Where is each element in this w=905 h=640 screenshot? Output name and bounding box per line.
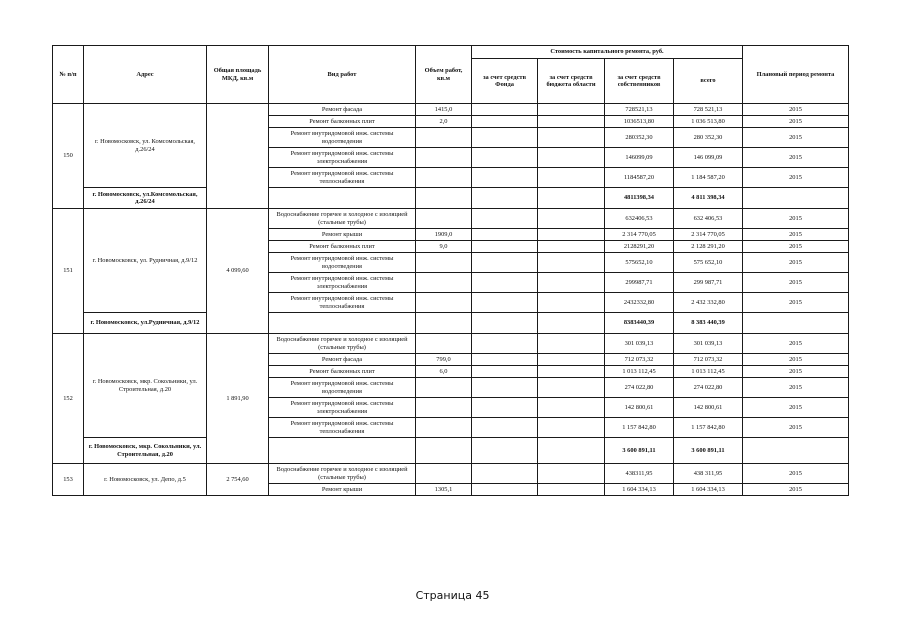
area-cell	[207, 104, 269, 209]
volume-cell	[416, 128, 472, 148]
area-cell: 2 754,60	[207, 464, 269, 496]
empty-cell	[269, 188, 416, 209]
row-number: 150	[53, 104, 84, 209]
empty-cell	[416, 438, 472, 464]
region-budget-cell	[538, 418, 605, 438]
empty-cell	[538, 313, 605, 334]
region-budget-cell	[538, 104, 605, 116]
capital-repair-table	[52, 45, 849, 496]
volume-cell	[416, 418, 472, 438]
fund-cell	[472, 354, 538, 366]
empty-cell	[743, 313, 849, 334]
row-number: 152	[53, 334, 84, 464]
subtotal-total: 8 383 440,39	[674, 313, 743, 334]
row-number: 151	[53, 209, 84, 334]
empty-cell	[743, 438, 849, 464]
total-cell: 1 184 587,20	[674, 168, 743, 188]
region-budget-cell	[538, 128, 605, 148]
header-total: всего	[674, 59, 743, 104]
period-cell: 2015	[743, 334, 849, 354]
volume-cell: 2,0	[416, 116, 472, 128]
fund-cell	[472, 484, 538, 496]
volume-cell	[416, 253, 472, 273]
header-volume: Объем работ, кв.м	[416, 46, 472, 104]
owners-funds-cell: 2128291,20	[605, 241, 674, 253]
region-budget-cell	[538, 354, 605, 366]
empty-cell	[416, 188, 472, 209]
volume-cell	[416, 398, 472, 418]
subtotal-owners: 4811398,34	[605, 188, 674, 209]
fund-cell	[472, 148, 538, 168]
period-cell: 2015	[743, 229, 849, 241]
region-budget-cell	[538, 378, 605, 398]
owners-funds-cell: 280352,30	[605, 128, 674, 148]
period-cell: 2015	[743, 484, 849, 496]
volume-cell: 9,0	[416, 241, 472, 253]
fund-cell	[472, 229, 538, 241]
fund-cell	[472, 398, 538, 418]
region-budget-cell	[538, 229, 605, 241]
total-cell: 575 652,10	[674, 253, 743, 273]
fund-cell	[472, 418, 538, 438]
volume-cell	[416, 378, 472, 398]
owners-funds-cell: 728521,13	[605, 104, 674, 116]
region-budget-cell	[538, 366, 605, 378]
period-cell: 2015	[743, 418, 849, 438]
fund-cell	[472, 128, 538, 148]
owners-funds-cell: 575652,10	[605, 253, 674, 273]
region-budget-cell	[538, 148, 605, 168]
fund-cell	[472, 168, 538, 188]
fund-cell	[472, 104, 538, 116]
work-type-cell: Ремонт крыши	[269, 229, 416, 241]
volume-cell: 1415,0	[416, 104, 472, 116]
region-budget-cell	[538, 116, 605, 128]
fund-cell	[472, 366, 538, 378]
region-budget-cell	[538, 398, 605, 418]
empty-cell	[472, 313, 538, 334]
work-type-cell: Ремонт внутридомовой инж. системы водоотведения	[269, 253, 416, 273]
work-type-cell: Ремонт внутридомовой инж. системы теплоснабжения	[269, 168, 416, 188]
fund-cell	[472, 334, 538, 354]
empty-cell	[416, 313, 472, 334]
subtotal-row	[53, 438, 849, 464]
work-type-cell: Ремонт фасада	[269, 354, 416, 366]
fund-cell	[472, 116, 538, 128]
subtotal-address: г. Новомосковск, мкр. Сокольники, ул. Строительная, д.20	[84, 438, 207, 464]
total-cell: 2 432 332,80	[674, 293, 743, 313]
period-cell: 2015	[743, 116, 849, 128]
owners-funds-cell: 299987,71	[605, 273, 674, 293]
address-cell: г. Новомосковск, ул. Депо, д.5	[84, 464, 207, 496]
empty-cell	[538, 438, 605, 464]
work-type-cell: Ремонт балконных плит	[269, 241, 416, 253]
table-body	[53, 104, 849, 496]
fund-cell	[472, 273, 538, 293]
owners-funds-cell: 142 800,61	[605, 398, 674, 418]
owners-funds-cell: 712 073,32	[605, 354, 674, 366]
total-cell: 1 157 842,80	[674, 418, 743, 438]
volume-cell: 6,0	[416, 366, 472, 378]
owners-funds-cell: 1184587,20	[605, 168, 674, 188]
page-number: Страница 45	[415, 589, 490, 602]
total-cell: 438 311,95	[674, 464, 743, 484]
volume-cell: 1305,1	[416, 484, 472, 496]
period-cell: 2015	[743, 398, 849, 418]
work-type-cell: Водоснабжение горячее и холодное с изоляцией (стальные трубы)	[269, 334, 416, 354]
owners-funds-cell: 1 013 112,45	[605, 366, 674, 378]
period-cell: 2015	[743, 168, 849, 188]
owners-funds-cell: 1 157 842,80	[605, 418, 674, 438]
owners-funds-cell: 2432332,80	[605, 293, 674, 313]
header-owners: за счет средств собственников	[605, 59, 674, 104]
work-type-cell: Ремонт внутридомовой инж. системы водоотведения	[269, 128, 416, 148]
total-cell: 274 022,80	[674, 378, 743, 398]
total-cell: 301 039,13	[674, 334, 743, 354]
header-period: Плановый период ремонта	[743, 46, 849, 104]
period-cell: 2015	[743, 241, 849, 253]
fund-cell	[472, 378, 538, 398]
owners-funds-cell: 146099,09	[605, 148, 674, 168]
total-cell: 142 800,61	[674, 398, 743, 418]
area-cell: 1 891,90	[207, 334, 269, 464]
region-budget-cell	[538, 273, 605, 293]
fund-cell	[472, 253, 538, 273]
subtotal-owners: 8383440,39	[605, 313, 674, 334]
total-cell: 1 013 112,45	[674, 366, 743, 378]
period-cell: 2015	[743, 273, 849, 293]
table-row	[53, 104, 849, 116]
volume-cell: 1909,0	[416, 229, 472, 241]
header-work: Вид работ	[269, 46, 416, 104]
work-type-cell: Ремонт внутридомовой инж. системы электроснабжения	[269, 148, 416, 168]
work-type-cell: Ремонт внутридомовой инж. системы теплоснабжения	[269, 293, 416, 313]
total-cell: 1 604 334,13	[674, 484, 743, 496]
work-type-cell: Ремонт крыши	[269, 484, 416, 496]
empty-cell	[472, 438, 538, 464]
period-cell: 2015	[743, 378, 849, 398]
empty-cell	[269, 438, 416, 464]
subtotal-total: 3 600 891,11	[674, 438, 743, 464]
volume-cell	[416, 273, 472, 293]
address-cell: г. Новомосковск, ул. Комсомольская, д.26/24	[84, 104, 207, 188]
table-row	[53, 209, 849, 229]
row-number: 153	[53, 464, 84, 496]
header-area: Общая площадь МКД, кв.м	[207, 46, 269, 104]
header-address: Адрес	[84, 46, 207, 104]
period-cell: 2015	[743, 253, 849, 273]
work-type-cell: Ремонт фасада	[269, 104, 416, 116]
fund-cell	[472, 464, 538, 484]
table-row	[53, 464, 849, 484]
period-cell: 2015	[743, 209, 849, 229]
region-budget-cell	[538, 464, 605, 484]
work-type-cell: Ремонт внутридомовой инж. системы теплоснабжения	[269, 418, 416, 438]
work-type-cell: Ремонт балконных плит	[269, 366, 416, 378]
owners-funds-cell: 274 022,80	[605, 378, 674, 398]
total-cell: 632 406,53	[674, 209, 743, 229]
header-region: за счет средств бюджета области	[538, 59, 605, 104]
work-type-cell: Ремонт внутридомовой инж. системы электроснабжения	[269, 273, 416, 293]
region-budget-cell	[538, 168, 605, 188]
total-cell: 1 036 513,80	[674, 116, 743, 128]
owners-funds-cell: 438311,95	[605, 464, 674, 484]
subtotal-address: г. Новомосковск, ул.Комсомольская, д.26/24	[84, 188, 207, 209]
area-cell: 4 099,60	[207, 209, 269, 334]
total-cell: 280 352,30	[674, 128, 743, 148]
volume-cell	[416, 209, 472, 229]
empty-cell	[269, 313, 416, 334]
work-type-cell: Ремонт балконных плит	[269, 116, 416, 128]
period-cell: 2015	[743, 464, 849, 484]
subtotal-address: г. Новомосковск, ул.Рудничная, д.9/12	[84, 313, 207, 334]
work-type-cell: Ремонт внутридомовой инж. системы водоотведения	[269, 378, 416, 398]
header-cost-group: Стоимость капитального ремонта, руб.	[472, 46, 743, 59]
empty-cell	[472, 188, 538, 209]
volume-cell	[416, 293, 472, 313]
volume-cell	[416, 168, 472, 188]
fund-cell	[472, 293, 538, 313]
empty-cell	[743, 188, 849, 209]
work-type-cell: Ремонт внутридомовой инж. системы электроснабжения	[269, 398, 416, 418]
fund-cell	[472, 209, 538, 229]
work-type-cell: Водоснабжение горячее и холодное с изоляцией (стальные трубы)	[269, 464, 416, 484]
region-budget-cell	[538, 484, 605, 496]
fund-cell	[472, 241, 538, 253]
owners-funds-cell: 1 604 334,13	[605, 484, 674, 496]
address-cell: г. Новомосковск, ул. Рудничная, д.9/12	[84, 209, 207, 313]
total-cell: 299 987,71	[674, 273, 743, 293]
address-cell: г. Новомосковск, мкр. Сокольники, ул. Строительная, д.20	[84, 334, 207, 438]
volume-cell: 799,0	[416, 354, 472, 366]
work-type-cell: Водоснабжение горячее и холодное с изоляцией (стальные трубы)	[269, 209, 416, 229]
total-cell: 2 128 291,20	[674, 241, 743, 253]
owners-funds-cell: 2 314 770,05	[605, 229, 674, 241]
table-row	[53, 334, 849, 354]
owners-funds-cell: 301 039,13	[605, 334, 674, 354]
region-budget-cell	[538, 253, 605, 273]
period-cell: 2015	[743, 366, 849, 378]
period-cell: 2015	[743, 354, 849, 366]
subtotal-owners: 3 600 891,11	[605, 438, 674, 464]
total-cell: 728 521,13	[674, 104, 743, 116]
volume-cell	[416, 148, 472, 168]
subtotal-row	[53, 188, 849, 209]
period-cell: 2015	[743, 293, 849, 313]
period-cell: 2015	[743, 128, 849, 148]
volume-cell	[416, 464, 472, 484]
owners-funds-cell: 632406,53	[605, 209, 674, 229]
total-cell: 2 314 770,05	[674, 229, 743, 241]
subtotal-row	[53, 313, 849, 334]
total-cell: 712 073,32	[674, 354, 743, 366]
region-budget-cell	[538, 241, 605, 253]
owners-funds-cell: 1036513,80	[605, 116, 674, 128]
total-cell: 146 099,09	[674, 148, 743, 168]
region-budget-cell	[538, 293, 605, 313]
header-fund: за счет средств Фонда	[472, 59, 538, 104]
region-budget-cell	[538, 334, 605, 354]
empty-cell	[538, 188, 605, 209]
header-num: № п/п	[53, 46, 84, 104]
region-budget-cell	[538, 209, 605, 229]
period-cell: 2015	[743, 104, 849, 116]
subtotal-total: 4 811 398,34	[674, 188, 743, 209]
volume-cell	[416, 334, 472, 354]
period-cell: 2015	[743, 148, 849, 168]
